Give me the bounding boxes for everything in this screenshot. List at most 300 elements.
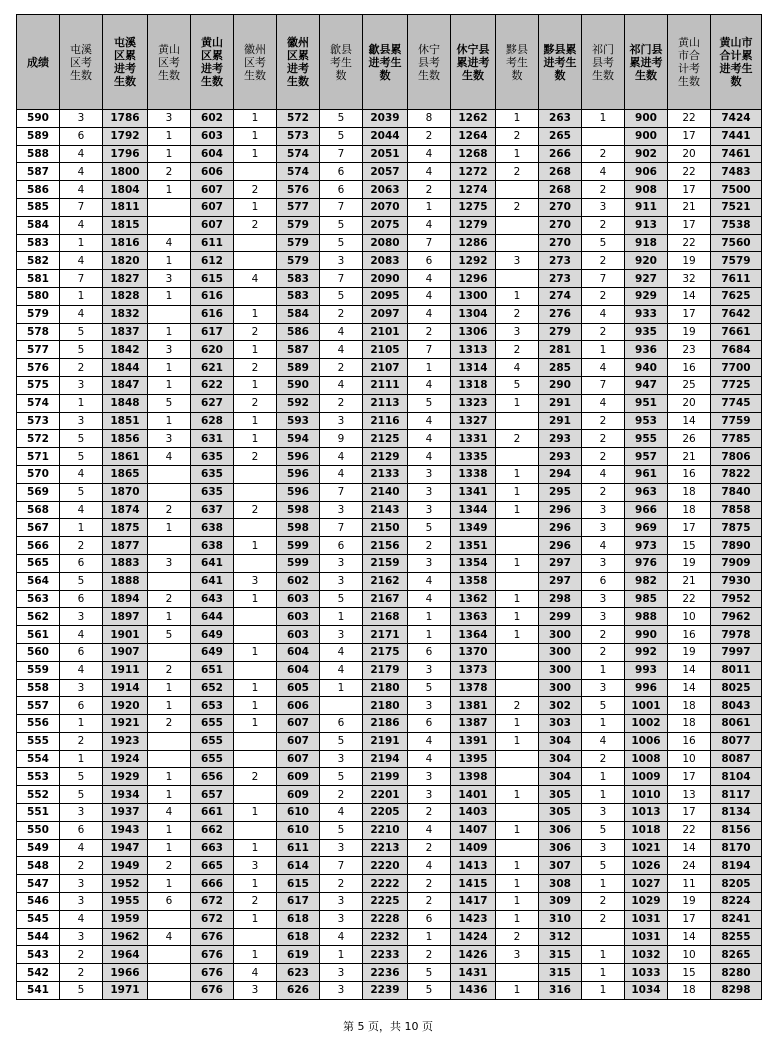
score-cell: 562 (17, 608, 60, 626)
cumulative-cell: 7890 (711, 537, 762, 555)
count-cell: 6 (60, 697, 103, 715)
table-row (17, 821, 762, 839)
score-cell: 558 (17, 679, 60, 697)
count-cell: 1 (582, 661, 625, 679)
count-cell: 5 (60, 572, 103, 590)
count-cell: 4 (408, 376, 451, 394)
cumulative-cell: 7461 (711, 145, 762, 163)
count-cell: 4 (320, 376, 363, 394)
cumulative-cell: 604 (277, 643, 320, 661)
cumulative-cell: 2180 (363, 679, 408, 697)
cumulative-cell: 7424 (711, 110, 762, 128)
count-cell: 3 (60, 928, 103, 946)
cumulative-cell: 2156 (363, 537, 408, 555)
count-cell: 6 (60, 127, 103, 145)
cumulative-cell: 2220 (363, 857, 408, 875)
count-cell (234, 234, 277, 252)
count-cell (496, 448, 539, 466)
cumulative-cell: 2090 (363, 270, 408, 288)
count-cell: 4 (408, 305, 451, 323)
cumulative-cell: 1378 (451, 679, 496, 697)
table-row (17, 732, 762, 750)
count-cell: 1 (496, 608, 539, 626)
count-cell: 4 (320, 323, 363, 341)
table-row (17, 590, 762, 608)
count-cell: 3 (60, 804, 103, 822)
cumulative-cell: 2168 (363, 608, 408, 626)
count-cell: 1 (234, 715, 277, 733)
cumulative-cell: 1952 (103, 875, 148, 893)
column-header-label: 歙县累进考生数 (368, 42, 402, 82)
count-cell: 10 (668, 750, 711, 768)
cumulative-cell: 596 (277, 483, 320, 501)
count-cell: 2 (408, 839, 451, 857)
cumulative-cell: 996 (625, 679, 668, 697)
column-header (582, 15, 625, 110)
count-cell: 10 (668, 946, 711, 964)
cumulative-cell: 602 (277, 572, 320, 590)
cumulative-cell: 2143 (363, 501, 408, 519)
cumulative-cell: 955 (625, 430, 668, 448)
count-cell: 5 (582, 697, 625, 715)
count-cell: 1 (582, 964, 625, 982)
table-row (17, 430, 762, 448)
cumulative-cell: 7822 (711, 465, 762, 483)
table-row (17, 786, 762, 804)
cumulative-cell: 1395 (451, 750, 496, 768)
count-cell: 2 (408, 875, 451, 893)
cumulative-cell: 270 (539, 216, 582, 234)
table-row (17, 893, 762, 911)
count-cell: 3 (408, 786, 451, 804)
table-row (17, 359, 762, 377)
count-cell (496, 679, 539, 697)
count-cell: 26 (668, 430, 711, 448)
cumulative-cell: 1897 (103, 608, 148, 626)
count-cell: 5 (60, 430, 103, 448)
cumulative-cell: 1354 (451, 554, 496, 572)
cumulative-cell: 1874 (103, 501, 148, 519)
cumulative-cell: 641 (191, 554, 234, 572)
count-cell: 5 (148, 626, 191, 644)
count-cell: 3 (320, 893, 363, 911)
count-cell (496, 750, 539, 768)
cumulative-cell: 584 (277, 305, 320, 323)
count-cell: 24 (668, 857, 711, 875)
cumulative-cell: 615 (191, 270, 234, 288)
count-cell: 4 (582, 359, 625, 377)
cumulative-cell: 614 (277, 857, 320, 875)
cumulative-cell: 607 (277, 750, 320, 768)
cumulative-cell: 606 (277, 697, 320, 715)
count-cell: 21 (668, 198, 711, 216)
count-cell: 1 (60, 394, 103, 412)
count-cell: 3 (320, 964, 363, 982)
count-cell: 4 (408, 732, 451, 750)
count-cell: 5 (582, 821, 625, 839)
cumulative-cell: 976 (625, 554, 668, 572)
cumulative-cell: 1800 (103, 163, 148, 181)
cumulative-cell: 306 (539, 839, 582, 857)
count-cell: 3 (408, 768, 451, 786)
cumulative-cell: 270 (539, 198, 582, 216)
cumulative-cell: 273 (539, 270, 582, 288)
cumulative-cell: 1314 (451, 359, 496, 377)
score-cell: 554 (17, 750, 60, 768)
table-row (17, 608, 762, 626)
cumulative-cell: 620 (191, 341, 234, 359)
count-cell: 1 (148, 519, 191, 537)
cumulative-cell: 1274 (451, 181, 496, 199)
count-cell: 2 (148, 715, 191, 733)
cumulative-cell: 307 (539, 857, 582, 875)
count-cell: 5 (408, 982, 451, 1000)
count-cell: 5 (320, 768, 363, 786)
count-cell (148, 910, 191, 928)
count-cell: 1 (496, 893, 539, 911)
cumulative-cell: 315 (539, 964, 582, 982)
cumulative-cell: 618 (277, 910, 320, 928)
count-cell: 5 (60, 341, 103, 359)
cumulative-cell: 7560 (711, 234, 762, 252)
count-cell: 17 (668, 910, 711, 928)
count-cell (582, 127, 625, 145)
count-cell: 7 (60, 270, 103, 288)
score-cell: 548 (17, 857, 60, 875)
count-cell: 13 (668, 786, 711, 804)
cumulative-cell: 953 (625, 412, 668, 430)
count-cell: 16 (668, 465, 711, 483)
count-cell: 6 (582, 572, 625, 590)
score-cell: 587 (17, 163, 60, 181)
cumulative-cell: 304 (539, 768, 582, 786)
cumulative-cell: 616 (191, 287, 234, 305)
cumulative-cell: 1911 (103, 661, 148, 679)
cumulative-cell: 2239 (363, 982, 408, 1000)
cumulative-cell: 1888 (103, 572, 148, 590)
count-cell: 4 (582, 537, 625, 555)
count-cell: 4 (408, 287, 451, 305)
table-row (17, 323, 762, 341)
cumulative-cell: 299 (539, 608, 582, 626)
count-cell: 1 (496, 501, 539, 519)
cumulative-cell: 2095 (363, 287, 408, 305)
table-row (17, 982, 762, 1000)
count-cell: 5 (582, 857, 625, 875)
count-cell: 3 (234, 982, 277, 1000)
cumulative-cell: 1364 (451, 626, 496, 644)
cumulative-cell: 1920 (103, 697, 148, 715)
cumulative-cell: 7611 (711, 270, 762, 288)
cumulative-cell: 963 (625, 483, 668, 501)
cumulative-cell: 604 (277, 661, 320, 679)
table-row (17, 537, 762, 555)
cumulative-cell: 635 (191, 483, 234, 501)
count-cell: 2 (582, 323, 625, 341)
cumulative-cell: 1279 (451, 216, 496, 234)
score-cell: 573 (17, 412, 60, 430)
count-cell: 5 (320, 287, 363, 305)
count-cell: 2 (496, 305, 539, 323)
count-cell: 22 (668, 821, 711, 839)
cumulative-cell: 312 (539, 928, 582, 946)
cumulative-cell: 1008 (625, 750, 668, 768)
cumulative-cell: 7759 (711, 412, 762, 430)
count-cell: 2 (582, 145, 625, 163)
cumulative-cell: 1327 (451, 412, 496, 430)
count-cell: 4 (582, 465, 625, 483)
count-cell: 1 (496, 465, 539, 483)
count-cell: 4 (60, 145, 103, 163)
cumulative-cell: 594 (277, 430, 320, 448)
table-row (17, 465, 762, 483)
table-row (17, 768, 762, 786)
cumulative-cell: 1828 (103, 287, 148, 305)
cumulative-cell: 638 (191, 519, 234, 537)
cumulative-cell: 266 (539, 145, 582, 163)
score-cell: 567 (17, 519, 60, 537)
count-cell: 2 (320, 875, 363, 893)
cumulative-cell: 273 (539, 252, 582, 270)
cumulative-cell: 579 (277, 216, 320, 234)
cumulative-cell: 1937 (103, 804, 148, 822)
cumulative-cell: 1934 (103, 786, 148, 804)
column-header (711, 15, 762, 110)
count-cell: 4 (408, 857, 451, 875)
table-row (17, 857, 762, 875)
count-cell (148, 198, 191, 216)
cumulative-cell: 2080 (363, 234, 408, 252)
cumulative-cell: 574 (277, 163, 320, 181)
count-cell: 4 (408, 750, 451, 768)
count-cell: 2 (60, 732, 103, 750)
cumulative-cell: 2210 (363, 821, 408, 839)
score-cell: 588 (17, 145, 60, 163)
score-cell: 570 (17, 465, 60, 483)
count-cell: 4 (60, 181, 103, 199)
count-cell: 1 (408, 198, 451, 216)
cumulative-cell: 1323 (451, 394, 496, 412)
cumulative-cell: 988 (625, 608, 668, 626)
count-cell: 2 (320, 786, 363, 804)
cumulative-cell: 2205 (363, 804, 408, 822)
count-cell: 2 (320, 305, 363, 323)
cumulative-cell: 1815 (103, 216, 148, 234)
count-cell: 4 (582, 163, 625, 181)
count-cell: 1 (496, 626, 539, 644)
count-cell: 1 (582, 786, 625, 804)
count-cell: 2 (496, 928, 539, 946)
count-cell: 4 (60, 839, 103, 857)
cumulative-cell: 906 (625, 163, 668, 181)
cumulative-cell: 1417 (451, 893, 496, 911)
count-cell: 1 (148, 323, 191, 341)
cumulative-cell: 900 (625, 110, 668, 128)
column-header-label: 屯溪区累进考生数 (114, 36, 136, 88)
count-cell: 1 (148, 181, 191, 199)
score-cell: 564 (17, 572, 60, 590)
count-cell (496, 270, 539, 288)
cumulative-cell: 610 (277, 804, 320, 822)
cumulative-cell: 626 (277, 982, 320, 1000)
count-cell: 1 (582, 946, 625, 964)
count-cell: 1 (408, 626, 451, 644)
count-cell: 5 (320, 216, 363, 234)
count-cell: 14 (668, 928, 711, 946)
cumulative-cell: 606 (191, 163, 234, 181)
score-cell: 578 (17, 323, 60, 341)
table-row (17, 679, 762, 697)
cumulative-cell: 7483 (711, 163, 762, 181)
count-cell: 6 (60, 643, 103, 661)
score-cell: 553 (17, 768, 60, 786)
cumulative-cell: 607 (277, 715, 320, 733)
count-cell: 1 (60, 715, 103, 733)
table-row (17, 287, 762, 305)
cumulative-cell: 661 (191, 804, 234, 822)
cumulative-cell: 2167 (363, 590, 408, 608)
count-cell: 5 (148, 394, 191, 412)
count-cell: 3 (582, 554, 625, 572)
count-cell (234, 608, 277, 626)
count-cell: 2 (408, 181, 451, 199)
cumulative-cell: 1272 (451, 163, 496, 181)
count-cell: 18 (668, 715, 711, 733)
cumulative-cell: 1431 (451, 964, 496, 982)
count-cell: 16 (668, 732, 711, 750)
score-cell: 559 (17, 661, 60, 679)
cumulative-cell: 263 (539, 110, 582, 128)
count-cell: 1 (148, 768, 191, 786)
count-cell: 3 (60, 110, 103, 128)
count-cell: 2 (496, 127, 539, 145)
count-cell: 3 (60, 412, 103, 430)
count-cell: 4 (60, 216, 103, 234)
count-cell: 17 (668, 768, 711, 786)
cumulative-cell: 268 (539, 181, 582, 199)
count-cell: 2 (148, 501, 191, 519)
cumulative-cell: 596 (277, 465, 320, 483)
count-cell: 1 (148, 697, 191, 715)
count-cell: 2 (582, 448, 625, 466)
count-cell: 1 (320, 679, 363, 697)
count-cell: 4 (582, 732, 625, 750)
count-cell: 32 (668, 270, 711, 288)
score-cell: 590 (17, 110, 60, 128)
cumulative-cell: 300 (539, 643, 582, 661)
count-cell: 3 (320, 501, 363, 519)
column-header (496, 15, 539, 110)
count-cell: 3 (234, 572, 277, 590)
cumulative-cell: 969 (625, 519, 668, 537)
count-cell: 1 (148, 875, 191, 893)
count-cell: 2 (148, 163, 191, 181)
cumulative-cell: 603 (277, 590, 320, 608)
count-cell: 6 (408, 910, 451, 928)
cumulative-cell: 7930 (711, 572, 762, 590)
count-cell (148, 946, 191, 964)
cumulative-cell: 576 (277, 181, 320, 199)
cumulative-cell: 1964 (103, 946, 148, 964)
count-cell: 2 (408, 537, 451, 555)
score-cell: 552 (17, 786, 60, 804)
column-header-label: 黄山市合计考生数 (678, 36, 700, 88)
count-cell: 4 (320, 928, 363, 946)
column-header-label: 黟县考生数 (506, 42, 528, 82)
column-header (320, 15, 363, 110)
count-cell: 1 (582, 982, 625, 1000)
cumulative-cell: 628 (191, 412, 234, 430)
cumulative-cell: 7875 (711, 519, 762, 537)
count-cell: 6 (60, 821, 103, 839)
count-cell: 1 (496, 857, 539, 875)
count-cell: 7 (320, 198, 363, 216)
table-row (17, 181, 762, 199)
count-cell: 1 (496, 394, 539, 412)
score-cell: 576 (17, 359, 60, 377)
column-header-label: 黄山区考生数 (158, 42, 180, 82)
count-cell: 2 (234, 768, 277, 786)
count-cell: 1 (496, 821, 539, 839)
cumulative-cell: 285 (539, 359, 582, 377)
count-cell: 4 (496, 359, 539, 377)
cumulative-cell: 1026 (625, 857, 668, 875)
table-row (17, 643, 762, 661)
cumulative-cell: 306 (539, 821, 582, 839)
cumulative-cell: 1304 (451, 305, 496, 323)
score-cell: 577 (17, 341, 60, 359)
count-cell: 1 (496, 786, 539, 804)
cumulative-cell: 649 (191, 626, 234, 644)
cumulative-cell: 1300 (451, 287, 496, 305)
column-header (408, 15, 451, 110)
cumulative-cell: 1351 (451, 537, 496, 555)
cumulative-cell: 308 (539, 875, 582, 893)
count-cell: 5 (320, 127, 363, 145)
cumulative-cell: 296 (539, 519, 582, 537)
count-cell: 3 (320, 910, 363, 928)
count-cell: 2 (496, 341, 539, 359)
count-cell: 1 (60, 287, 103, 305)
cumulative-cell: 302 (539, 697, 582, 715)
count-cell: 3 (582, 501, 625, 519)
cumulative-cell: 603 (277, 608, 320, 626)
cumulative-cell: 1883 (103, 554, 148, 572)
count-cell: 4 (320, 643, 363, 661)
cumulative-cell: 8194 (711, 857, 762, 875)
table-header (17, 15, 762, 110)
count-cell: 3 (60, 893, 103, 911)
count-cell: 2 (582, 483, 625, 501)
cumulative-cell: 291 (539, 412, 582, 430)
cumulative-cell: 305 (539, 804, 582, 822)
cumulative-cell: 8077 (711, 732, 762, 750)
count-cell: 5 (408, 964, 451, 982)
count-cell: 14 (668, 287, 711, 305)
column-header-label: 黄山市合计累进考生数 (719, 36, 753, 88)
cumulative-cell: 7952 (711, 590, 762, 608)
count-cell: 14 (668, 412, 711, 430)
score-cell: 579 (17, 305, 60, 323)
count-cell: 4 (408, 821, 451, 839)
score-cell: 561 (17, 626, 60, 644)
cumulative-cell: 590 (277, 376, 320, 394)
count-cell: 1 (496, 982, 539, 1000)
cumulative-cell: 1034 (625, 982, 668, 1000)
count-cell: 7 (60, 198, 103, 216)
count-cell: 10 (668, 608, 711, 626)
score-cell: 571 (17, 448, 60, 466)
